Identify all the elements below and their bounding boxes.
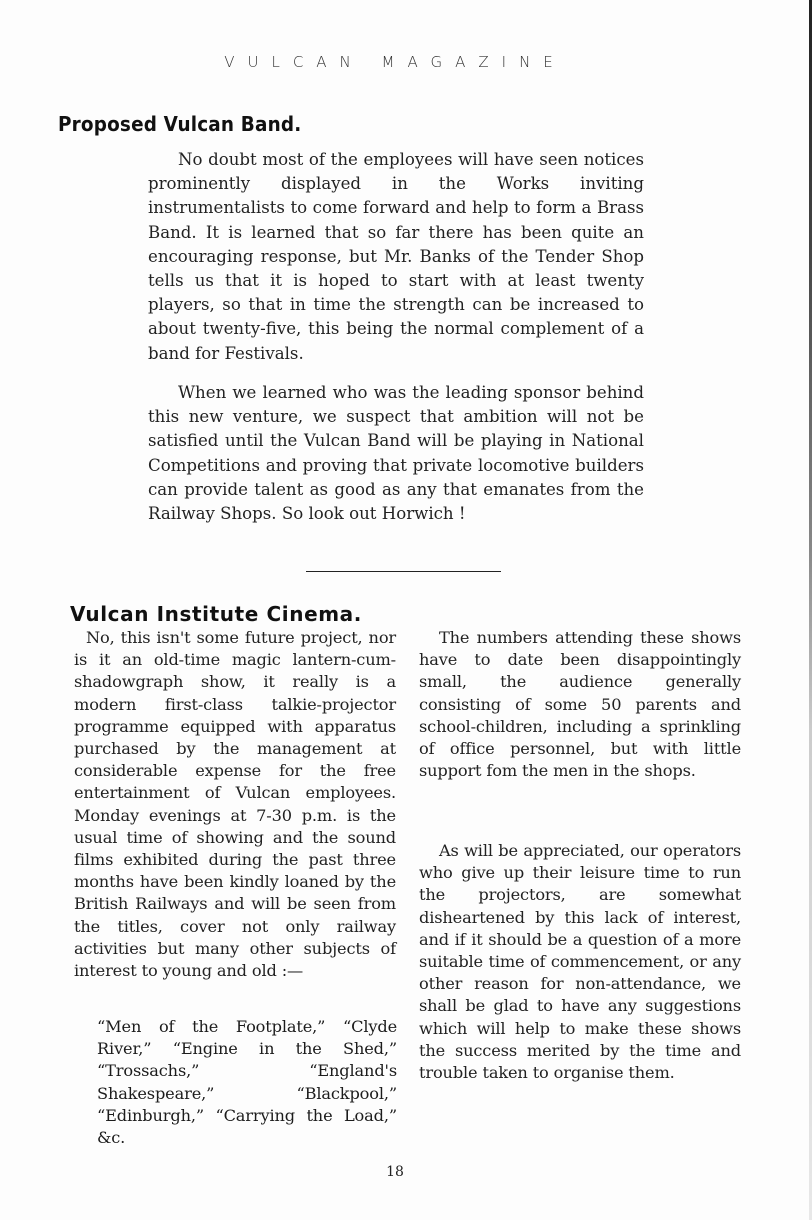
page-number: 18 bbox=[386, 1164, 404, 1180]
section-divider bbox=[306, 571, 501, 572]
cinema-film-titles: “Men of the Footplate,” “Clyde River,” “Engine in the Shed,” “Trossachs,” “England's Shakespeare,” “Blackpool,” “Edinburgh,” “Carrying the Load,” &c. bbox=[97, 1017, 397, 1148]
cinema-paragraph-3: As will be appreciated, our operators who give up their leisure time to run the projectors, are somewhat disheartened by this lack of interest, and if it should be a question of a more suitable time of commencement, or any other reason for non-attendance, we shall be glad to have any suggestions which will help to make these shows the success merited by the time and trouble taken to organise them. bbox=[419, 841, 741, 1083]
cinema-paragraph-2: The numbers attending these shows have to date been disappointingly small, the audience generally consisting of some 50 parents and school-children, including a sprinkling of office personnel, but with little support fom the men in the shops. bbox=[419, 628, 741, 781]
running-head: VULCAN MAGAZINE bbox=[224, 53, 566, 71]
cinema-paragraph-1: No, this isn't some future project, nor is it an old-time magic lantern-cum-shadowgraph show, it really is a modern first-class talkie-projector programme equipped with apparatus purchased by the management at considerable expense for the free entertainment of Vulcan employees. Monday evenings at 7-30 p.m. is the usual time of showing and the sound films exhibited during the past three months have been kindly loaned by the British Railways and will be seen from the titles, cover not only railway activities but many other subjects of interest to young and old :— bbox=[74, 628, 396, 981]
article-title-band: Proposed Vulcan Band. bbox=[58, 112, 302, 136]
article-title-cinema: Vulcan Institute Cinema. bbox=[70, 602, 362, 626]
band-paragraph-2: When we learned who was the leading sponsor behind this new venture, we suspect that ambition will not be satisfied until the Vulcan Band will be playing in National Competitions and proving that private locomotive builders can provide talent as good as any that emanates from the Railway Shops. So look out Horwich ! bbox=[148, 383, 644, 524]
band-paragraph-1: No doubt most of the employees will have seen notices prominently displayed in the Works inviting instrumentalists to come forward and help to form a Brass Band. It is learned that so far there has been quite an encouraging response, but Mr. Banks of the Tender Shop tells us that it is hoped to start with at least twenty players, so that in time the strength can be increased to about twenty-five, this being the normal complement of a band for Festivals. bbox=[148, 150, 644, 363]
